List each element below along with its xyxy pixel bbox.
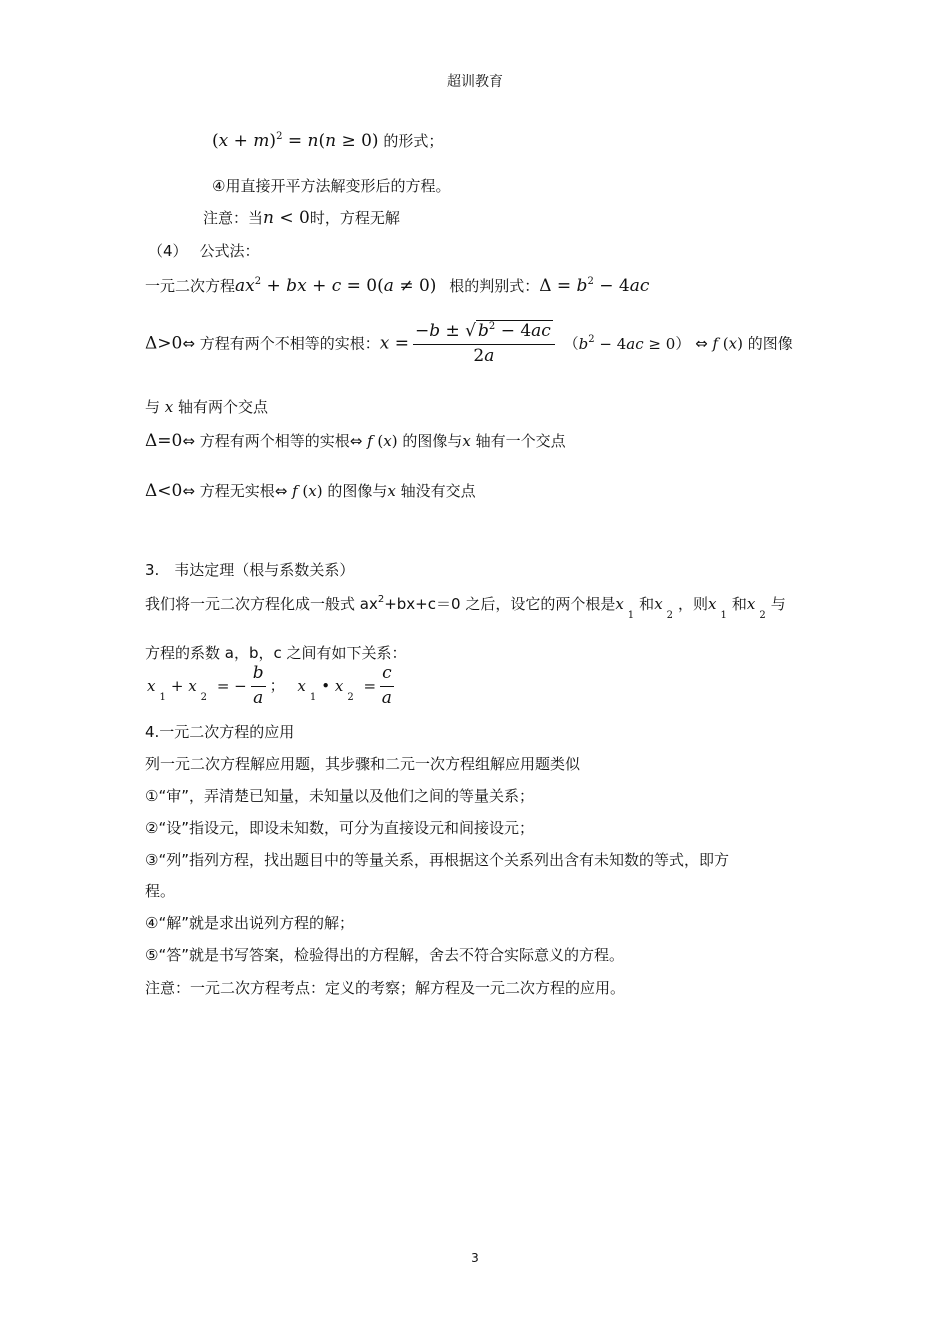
vieta-line1-a: 我们将一元二次方程化成一般式 ax [145, 595, 378, 613]
vieta-heading: 3. 韦达定理（根与系数关系） [145, 561, 355, 579]
application-heading: 4.一元二次方程的应用 [145, 723, 295, 741]
variable-x: x [164, 398, 174, 416]
case-positive-continuation [145, 398, 268, 416]
case-negative-line [145, 481, 476, 501]
no-real-roots-text: 方程无实根 [199, 482, 275, 500]
vieta-and: 和 [639, 595, 655, 613]
root-x2: $x_2$ [746, 595, 766, 621]
vieta-then: ，则 [678, 595, 709, 613]
discriminant-line [145, 276, 649, 296]
condition-formula: $b^2 - 4ac \ge 0$ [578, 333, 676, 353]
two-equal-roots-text: 方程有两个相等的实根 [199, 432, 350, 450]
completed-square-form-line [212, 131, 443, 151]
root-x2: $x_2$ [654, 595, 674, 621]
product-of-roots: $x_1•$ $x_2$ = [297, 676, 377, 703]
application-step3: ③“列”指列方程，找出题目中的等量关系，再根据这个关系列出含有未知数的等式，即方 [145, 851, 729, 869]
case-positive-line [145, 322, 793, 366]
iff-symbol: ⇔ [182, 432, 195, 450]
application-step4: ④“解”就是求出说列方程的解； [145, 914, 354, 932]
condition-open: （ [563, 334, 579, 353]
variable-x: x [462, 432, 471, 450]
sum-of-roots: $x_1+ x_2$ = − [147, 676, 247, 703]
delta-zero: Δ=0 [145, 431, 183, 451]
completing-square-note [203, 208, 400, 228]
variable-x: x [387, 482, 396, 500]
graph-text: 的图像与 [402, 432, 463, 450]
quadratic-formula-lhs: x = [379, 333, 409, 354]
vieta-tail: 与 [770, 595, 786, 613]
note-condition: n < 0 [263, 208, 310, 228]
completing-square-step4: ④用直接开平方法解变形后的方程。 [212, 177, 451, 195]
continuation-a: 与 [145, 398, 161, 416]
root-x1: $x_1$ [708, 595, 727, 621]
function-f-x: f (x) [712, 334, 743, 353]
formula-method-heading [148, 242, 260, 260]
quadratic-formula-fraction: $\frac{-b \pm √ b^2 - 4ac}{2a}$ [413, 322, 555, 366]
two-distinct-roots-text: 方程有两个不相等的实根： [199, 334, 380, 353]
case-zero-line [145, 431, 566, 451]
delta-negative: Δ<0 [145, 481, 183, 501]
note-prefix: 注意：当 [203, 209, 264, 227]
root-x1: $x_1$ [615, 595, 635, 621]
completed-square-form-suffix: 的形式； [383, 132, 444, 150]
no-intersection-text: 轴没有交点 [400, 482, 476, 500]
vieta-formulas [147, 664, 398, 708]
application-intro: 列一元二次方程解应用题，其步骤和二元一次方程组解应用题类似 [145, 755, 581, 773]
application-note: 注意：一元二次方程考点：定义的考察；解方程及一元二次方程的应用。 [145, 979, 626, 997]
iff-symbol: ⇔ [274, 482, 288, 500]
vieta-line1-b: +bx+c＝0 之后，设它的两个根是 [384, 595, 616, 613]
graph-text: 的图像 [747, 334, 793, 353]
page-number: 3 [471, 1251, 479, 1265]
continuation-b: 轴有两个交点 [178, 398, 269, 416]
product-fraction: $\frac{c}{a}$ [381, 663, 392, 708]
application-step3-continued: 程。 [145, 882, 176, 900]
completed-square-formula: $(x + m)^2 = n(n \ge 0)$ [212, 131, 379, 151]
graph-text: 的图像与 [327, 482, 388, 500]
heading-text: 公式法： [199, 242, 260, 260]
note-suffix: 时，方程无解 [309, 209, 400, 227]
function-f-x: f (x) [292, 482, 323, 500]
heading-number: （4） [148, 242, 188, 260]
function-f-x: f (x) [367, 432, 398, 450]
iff-symbol: ⇔ [182, 482, 195, 500]
vieta-line1 [145, 594, 786, 621]
iff-symbol: ⇔ [182, 334, 195, 353]
vieta-and: 和 [731, 595, 747, 613]
one-intersection-text: 轴有一个交点 [475, 432, 566, 450]
vieta-line2: 方程的系数 a，b，c 之间有如下关系： [145, 644, 407, 662]
general-quadratic-equation: $ax^2$ + bx + c = 0(a ≠ 0) [235, 276, 437, 296]
vieta-line1-sup: 2 [377, 594, 385, 605]
page-header: 超训教育 [447, 74, 503, 90]
delta-positive: Δ>0 [145, 333, 183, 354]
condition-close: ） [675, 334, 691, 353]
discriminant-formula: $\Delta = b^2 - 4ac$ [539, 276, 650, 296]
iff-symbol: ⇔ [349, 432, 363, 450]
application-step1: ①“审”，弄清楚已知量，未知量以及他们之间的等量关系； [145, 787, 534, 805]
application-step5: ⑤“答”就是书写答案，检验得出的方程解，舍去不符合实际意义的方程。 [145, 946, 624, 964]
application-step2: ②“设”指设元，即设未知数，可分为直接设元和间接设元； [145, 819, 534, 837]
iff-symbol: ⇔ [695, 334, 708, 353]
sum-fraction: $\frac{b}{a}$ [252, 663, 264, 708]
separator: ； [269, 676, 285, 695]
discriminant-prefix: 一元二次方程 [145, 277, 236, 295]
discriminant-label: 根的判别式： [449, 277, 540, 295]
